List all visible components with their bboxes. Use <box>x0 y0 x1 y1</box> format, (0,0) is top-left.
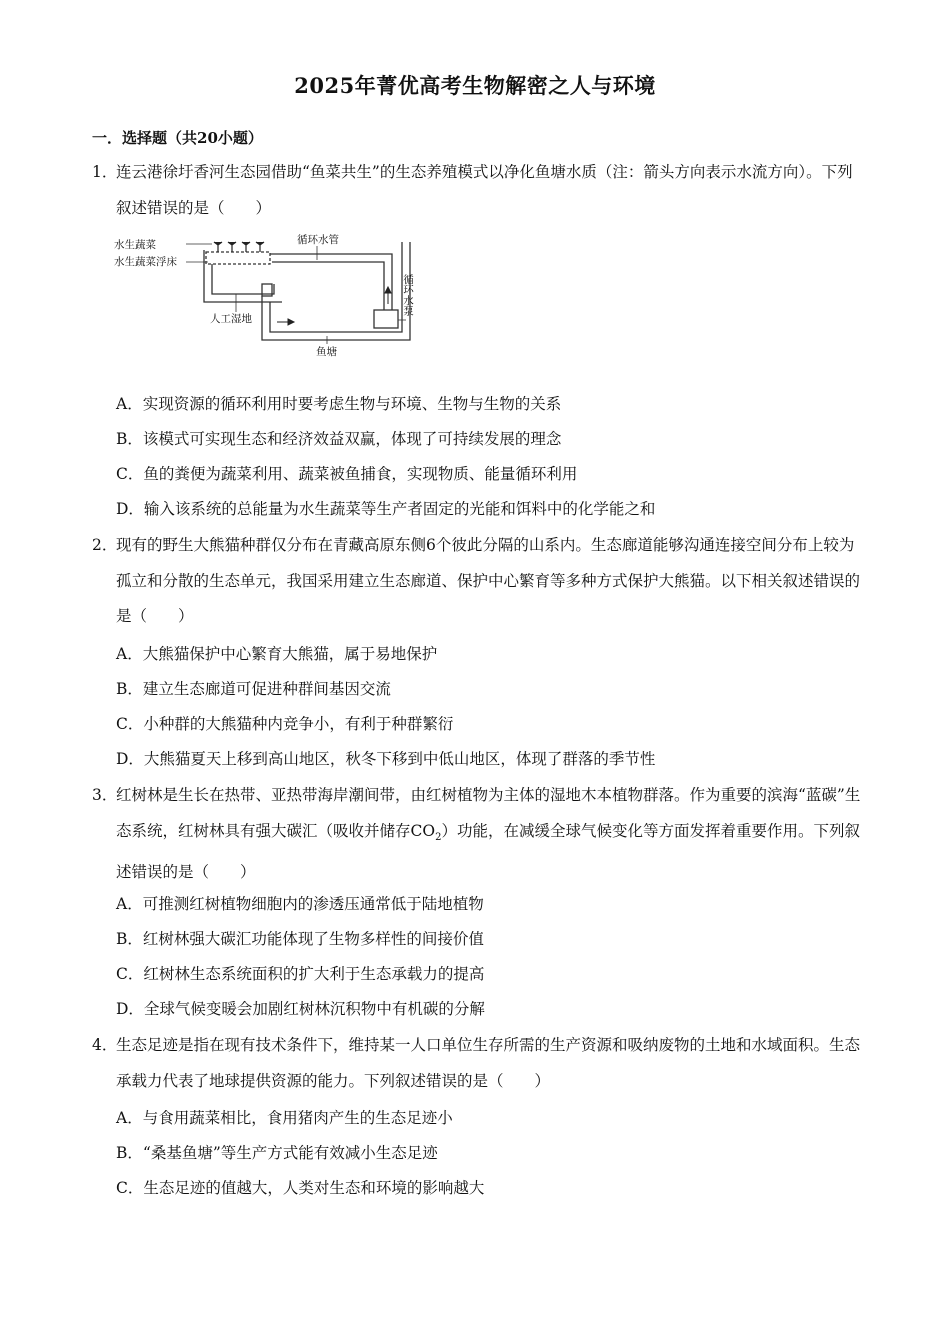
question-stem: 生态足迹是指在现有技术条件下，维持某一人口单位生存所需的生产资源和吸纳废物的土地和水域面积。生态承载力代表了地球提供资源的能力。下列叙述错误的是（ ） <box>116 1036 861 1090</box>
q3-option-b: B．红树林强大碳汇功能体现了生物多样性的间接价值 <box>116 930 484 948</box>
q1-option-a: A．实现资源的循环利用时要考虑生物与环境、生物与生物的关系 <box>116 395 562 413</box>
q4-option-a: A．与食用蔬菜相比，食用猪肉产生的生态足迹小 <box>116 1109 453 1127</box>
plants <box>214 242 264 252</box>
label-artificial-wetland: 人工湿地 <box>210 313 252 325</box>
q4-option-c: C．生态足迹的值越大，人类对生态和环境的影响越大 <box>116 1179 485 1197</box>
label-fish-pond: 鱼塘 <box>316 346 337 358</box>
question-2 <box>92 528 862 635</box>
q1-option-c: C．鱼的粪便为蔬菜利用、蔬菜被鱼捕食，实现物质、能量循环利用 <box>116 465 578 483</box>
question-stem: 红树林是生长在热带、亚热带海岸潮间带，由红树植物为主体的湿地木本植物群落。作为重要的滨海“蓝碳”生态系统，红树林具有强大碳汇（吸收并储存$CO_2$）功能，在减缓全球气候变化等方面发挥着重要作用。下列叙述错误的是（ ） <box>116 786 861 882</box>
pipe-inner <box>272 262 384 310</box>
section-heading: 一．选择题（共20小题） <box>92 129 263 147</box>
question-3 <box>92 778 862 891</box>
question-number: 1． <box>92 163 118 181</box>
q4-option-b: B．“桑基鱼塘”等生产方式能有效减小生态足迹 <box>116 1144 438 1162</box>
document-title: 2025年菁优高考生物解密之人与环境 <box>294 73 656 98</box>
label-float-bed: 水生蔬菜浮床 <box>114 256 177 268</box>
question-number: 3． <box>92 786 118 804</box>
label-circulating-pump: 循环水泵 <box>402 274 414 316</box>
float-bed <box>206 252 270 264</box>
q2-option-c: C．小种群的大熊猫种内竞争小，有利于种群繁衍 <box>116 715 454 733</box>
wetland-wall-inner <box>212 264 274 294</box>
label-aquatic-vegetables: 水生蔬菜 <box>114 239 156 251</box>
q3-option-c: C．红树林生态系统面积的扩大利于生态承载力的提高 <box>116 965 485 983</box>
question-4 <box>92 1028 862 1099</box>
aquaponics-diagram <box>112 232 422 362</box>
q2-option-d: D．大熊猫夏天上移到高山地区，秋冬下移到中低山地区，体现了群落的季节性 <box>116 750 656 768</box>
q1-option-b: B．该模式可实现生态和经济效益双赢，体现了可持续发展的理念 <box>116 430 562 448</box>
q3-option-a: A．可推测红树植物细胞内的渗透压通常低于陆地植物 <box>116 895 484 913</box>
pump-box <box>374 310 398 328</box>
question-stem: 连云港徐圩香河生态园借助“鱼菜共生”的生态养殖模式以净化鱼塘水质（注：箭头方向表示水流方向）。下列叙述错误的是（ ） <box>116 163 853 217</box>
q2-option-a: A．大熊猫保护中心繁育大熊猫，属于易地保护 <box>116 645 438 663</box>
question-number: 2． <box>92 536 118 554</box>
q3-option-d: D．全球气候变暖会加剧红树林沉积物中有机碳的分解 <box>116 1000 485 1018</box>
pond-inner <box>270 242 402 332</box>
q1-option-d: D．输入该系统的总能量为水生蔬菜等生产者固定的光能和饵料中的化学能之和 <box>116 500 656 518</box>
question-stem: 现有的野生大熊猫种群仅分布在青藏高原东侧6个彼此分隔的山系内。生态廊道能够沟通连接空间分布上较为孤立和分散的生态单元，我国采用建立生态廊道、保护中心繁育等多种方式保护大熊猫。以下相关叙述错误的是（ ） <box>116 536 861 625</box>
question-1 <box>92 155 862 226</box>
question-number: 4． <box>92 1036 118 1054</box>
q2-option-b: B．建立生态廊道可促进种群间基因交流 <box>116 680 391 698</box>
label-circulating-pipe: 循环水管 <box>297 234 339 246</box>
